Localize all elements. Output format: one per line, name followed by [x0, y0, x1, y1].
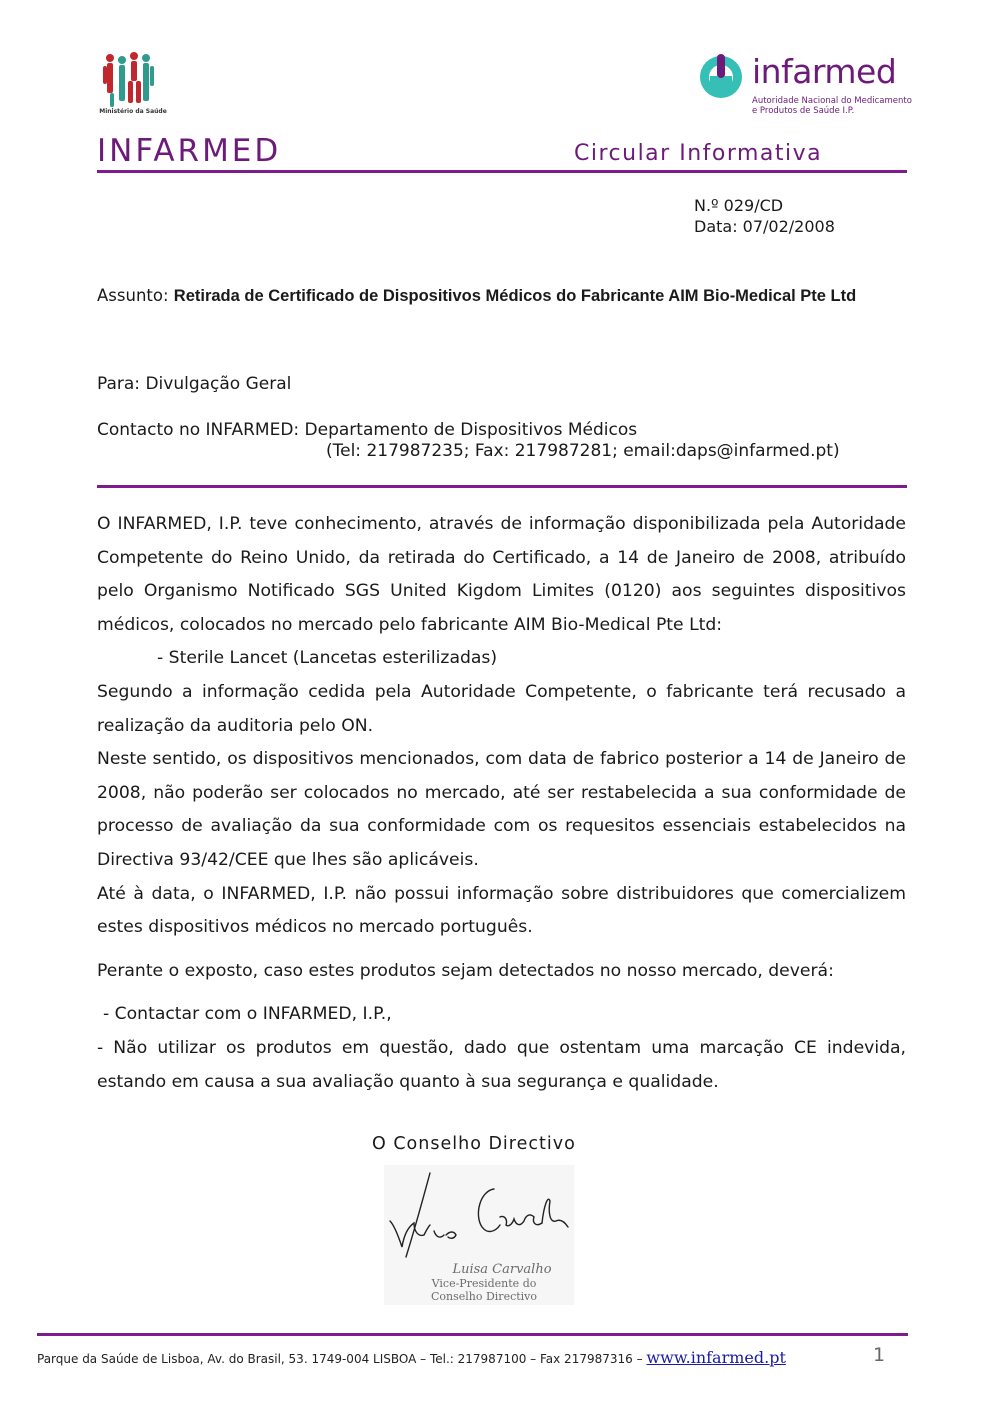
stamp-role-line2: Conselho Directivo: [430, 1290, 538, 1303]
action-do-not-use: - Não utilizar os produtos em questão, dado que ostentam uma marcação CE indevida, estando em causa a sua avaliação quanto à sua segurança e qualidade.: [97, 1037, 906, 1092]
reference-date: Data: 07/02/2008: [694, 217, 835, 236]
header-divider: [97, 170, 907, 173]
stamp-name: Luisa Carvalho: [452, 1262, 552, 1277]
infarmed-subtitle-line1: Autoridade Nacional do Medicamento: [752, 96, 912, 106]
contact-line: Contacto no INFARMED: Departamento de Dispositivos Médicos: [97, 420, 638, 440]
stamp-role-line1: Vice-Presidente do: [431, 1277, 537, 1290]
action-contact: - Contactar com o INFARMED, I.P.,: [103, 1004, 392, 1025]
paragraph-distributors: Até à data, o INFARMED, I.P. não possui informação sobre distribuidores que comercializem estes dispositivos médicos no mercado português.: [97, 883, 906, 938]
contact-details: (Tel: 217987235; Fax: 217987281; email:daps@infarmed.pt): [326, 441, 840, 461]
header-circular-title: Circular Informativa: [574, 141, 823, 166]
ministry-caption: Ministério da Saúde: [99, 108, 167, 115]
footer-address: Parque da Saúde de Lisboa, Av. do Brasil, 53. 1749-004 LISBOA – Tel.: 217987100 – Fax 217987316 –: [37, 1352, 643, 1366]
reference-number: N.º 029/CD: [694, 196, 784, 215]
ministry-of-health-logo: [98, 44, 164, 118]
header-infarmed-title: INFARMED: [97, 133, 282, 169]
body-text: [97, 508, 906, 1099]
infarmed-wordmark: infarmed: [752, 52, 897, 91]
handwritten-signature: [384, 1165, 574, 1305]
reference-block: [694, 195, 835, 237]
paragraph-intro: O INFARMED, I.P. teve conhecimento, através de informação disponibilizada pela Autoridade Competente do Reino Unido, da retirada do Certificado, a 14 de Janeiro de 2008, atribuído pelo Organismo Notificado SGS United Kigdom Limites (0120) aos seguintes dispositivos médicos, colocados no mercado pelo fabricante AIM Bio-Medical Pte Ltd:: [97, 514, 906, 635]
section-divider: [97, 485, 907, 488]
subject-text: Retirada de Certificado de Dispositivos Médicos do Fabricante AIM Bio-Medical Pte Ltd: [173, 287, 857, 305]
recipient: Para: Divulgação Geral: [97, 374, 292, 394]
paragraph-consequence: Neste sentido, os dispositivos mencionados, com data de fabrico posterior a 14 de Janeiro de 2008, não poderão ser colocados no mercado, até ser restabelecida a sua conformidade de processo de avaliação da sua conformidade com os requesitos essenciais estabelecidos na Directiva 93/42/CEE que lhes são aplicáveis.: [97, 749, 906, 870]
infarmed-subtitle-line2: e Produtos de Saúde I.P.: [752, 106, 855, 116]
signatory: O Conselho Directivo: [372, 1134, 576, 1154]
subject-label: Assunto:: [97, 286, 169, 305]
paragraph-instructions: Perante o exposto, caso estes produtos sejam detectados no nosso mercado, deverá:: [97, 960, 834, 981]
footer: [37, 1348, 786, 1367]
infarmed-subtitle: [752, 96, 912, 116]
subject: [97, 285, 897, 307]
device-item: - Sterile Lancet (Lancetas esterilizadas): [157, 648, 498, 669]
page-number: 1: [873, 1344, 886, 1366]
footer-divider: [37, 1333, 908, 1336]
paragraph-authority: Segundo a informação cedida pela Autoridade Competente, o fabricante terá recusado a realização da auditoria pelo ON.: [97, 681, 906, 736]
infarmed-logo-icon: [697, 50, 747, 100]
footer-website-link[interactable]: www.infarmed.pt: [646, 1348, 786, 1367]
